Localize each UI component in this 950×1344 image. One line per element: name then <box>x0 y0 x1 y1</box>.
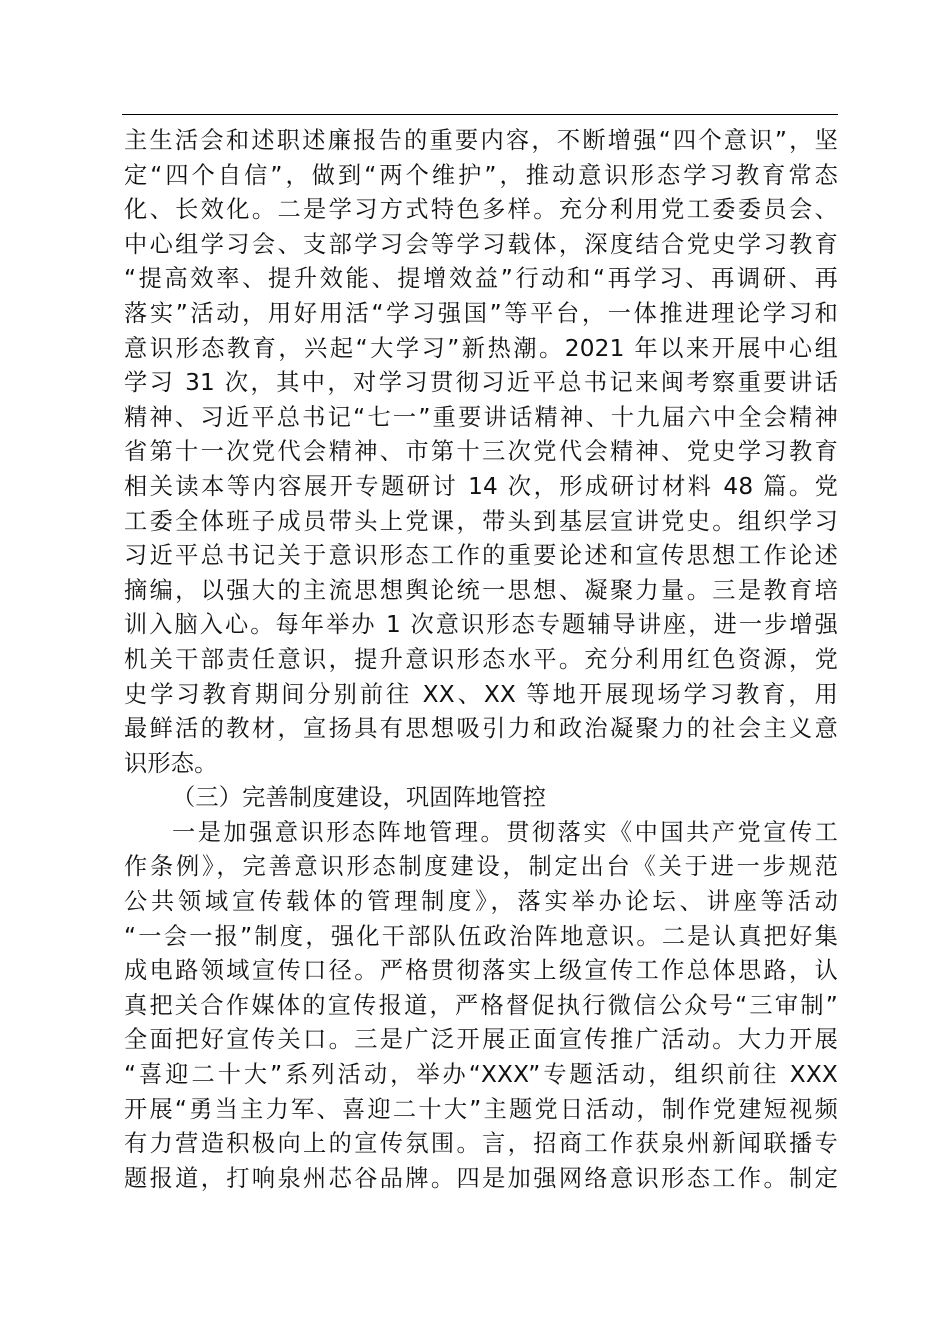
header-rule <box>122 114 838 115</box>
text-line: 训入脑入心。每年举办 1 次意识形态专题辅导讲座，进一步增强 <box>124 611 838 639</box>
text-line: 工委全体班子成员带头上党课，带头到基层宣讲党史。组织学习 <box>124 507 838 535</box>
text-line: 省第十一次党代会精神、市第十三次党代会精神、党史学习教育 <box>124 438 838 466</box>
text-line: “提高效率、提升效能、提增效益”行动和“再学习、再调研、再 <box>124 265 838 293</box>
text-line: 有力营造积极向上的宣传氛围。言，招商工作获泉州新闻联播专 <box>124 1130 838 1158</box>
text-line: 化、长效化。二是学习方式特色多样。充分利用党工委委员会、 <box>124 196 838 224</box>
text-line: 题报道，打响泉州芯谷品牌。四是加强网络意识形态工作。制定 <box>124 1164 838 1192</box>
text-line: 作条例》，完善意识形态制度建设，制定出台《关于进一步规范 <box>124 853 838 881</box>
text-line: 成电路领域宣传口径。严格贯彻落实上级宣传工作总体思路，认 <box>124 957 838 985</box>
text-line: “喜迎二十大”系列活动，举办“XXX”专题活动，组织前往 XXX <box>124 1061 838 1089</box>
text-line: 史学习教育期间分别前往 XX、XX 等地开展现场学习教育，用 <box>124 680 838 708</box>
text-line: 真把关合作媒体的宣传报道，严格督促执行微信公众号“三审制” <box>124 991 838 1019</box>
text-line: 机关干部责任意识，提升意识形态水平。充分利用红色资源，党 <box>124 645 838 673</box>
text-line: 学习 31 次，其中，对学习贯彻习近平总书记来闽考察重要讲话 <box>124 369 838 397</box>
document-body <box>124 124 838 1196</box>
text-line: 一是加强意识形态阵地管理。贯彻落实《中国共产党宣传工 <box>172 818 838 846</box>
text-line: 最鲜活的教材，宣扬具有思想吸引力和政治凝聚力的社会主义意 <box>124 715 838 743</box>
text-line: “一会一报”制度，强化干部队伍政治阵地意识。二是认真把好集 <box>124 922 838 950</box>
text-line: 摘编，以强大的主流思想舆论统一思想、凝聚力量。三是教育培 <box>124 576 838 604</box>
text-line: （三）完善制度建设，巩固阵地管控 <box>172 784 547 812</box>
text-line: 意识形态教育，兴起“大学习”新热潮。2021 年以来开展中心组 <box>124 334 838 362</box>
text-line: 公共领域宣传载体的管理制度》，落实举办论坛、讲座等活动 <box>124 888 838 916</box>
text-line: 相关读本等内容展开专题研讨 14 次，形成研讨材料 48 篇。党 <box>124 472 838 500</box>
text-line: 开展“勇当主力军、喜迎二十大”主题党日活动，制作党建短视频 <box>124 1095 838 1123</box>
text-line: 习近平总书记关于意识形态工作的重要论述和宣传思想工作论述 <box>124 542 838 570</box>
text-line: 精神、习近平总书记“七一”重要讲话精神、十九届六中全会精神 <box>124 403 838 431</box>
text-line: 落实”活动，用好用活“学习强国”等平台，一体推进理论学习和 <box>124 299 838 327</box>
text-line: 全面把好宣传关口。三是广泛开展正面宣传推广活动。大力开展 <box>124 1026 838 1054</box>
text-line: 主生活会和述职述廉报告的重要内容，不断增强“四个意识”，坚 <box>124 127 838 154</box>
text-line: 中心组学习会、支部学习会等学习载体，深度结合党史学习教育 <box>124 230 838 258</box>
text-line: 识形态。 <box>124 749 218 777</box>
text-line: 定“四个自信”，做到“两个维护”，推动意识形态学习教育常态 <box>124 161 838 189</box>
